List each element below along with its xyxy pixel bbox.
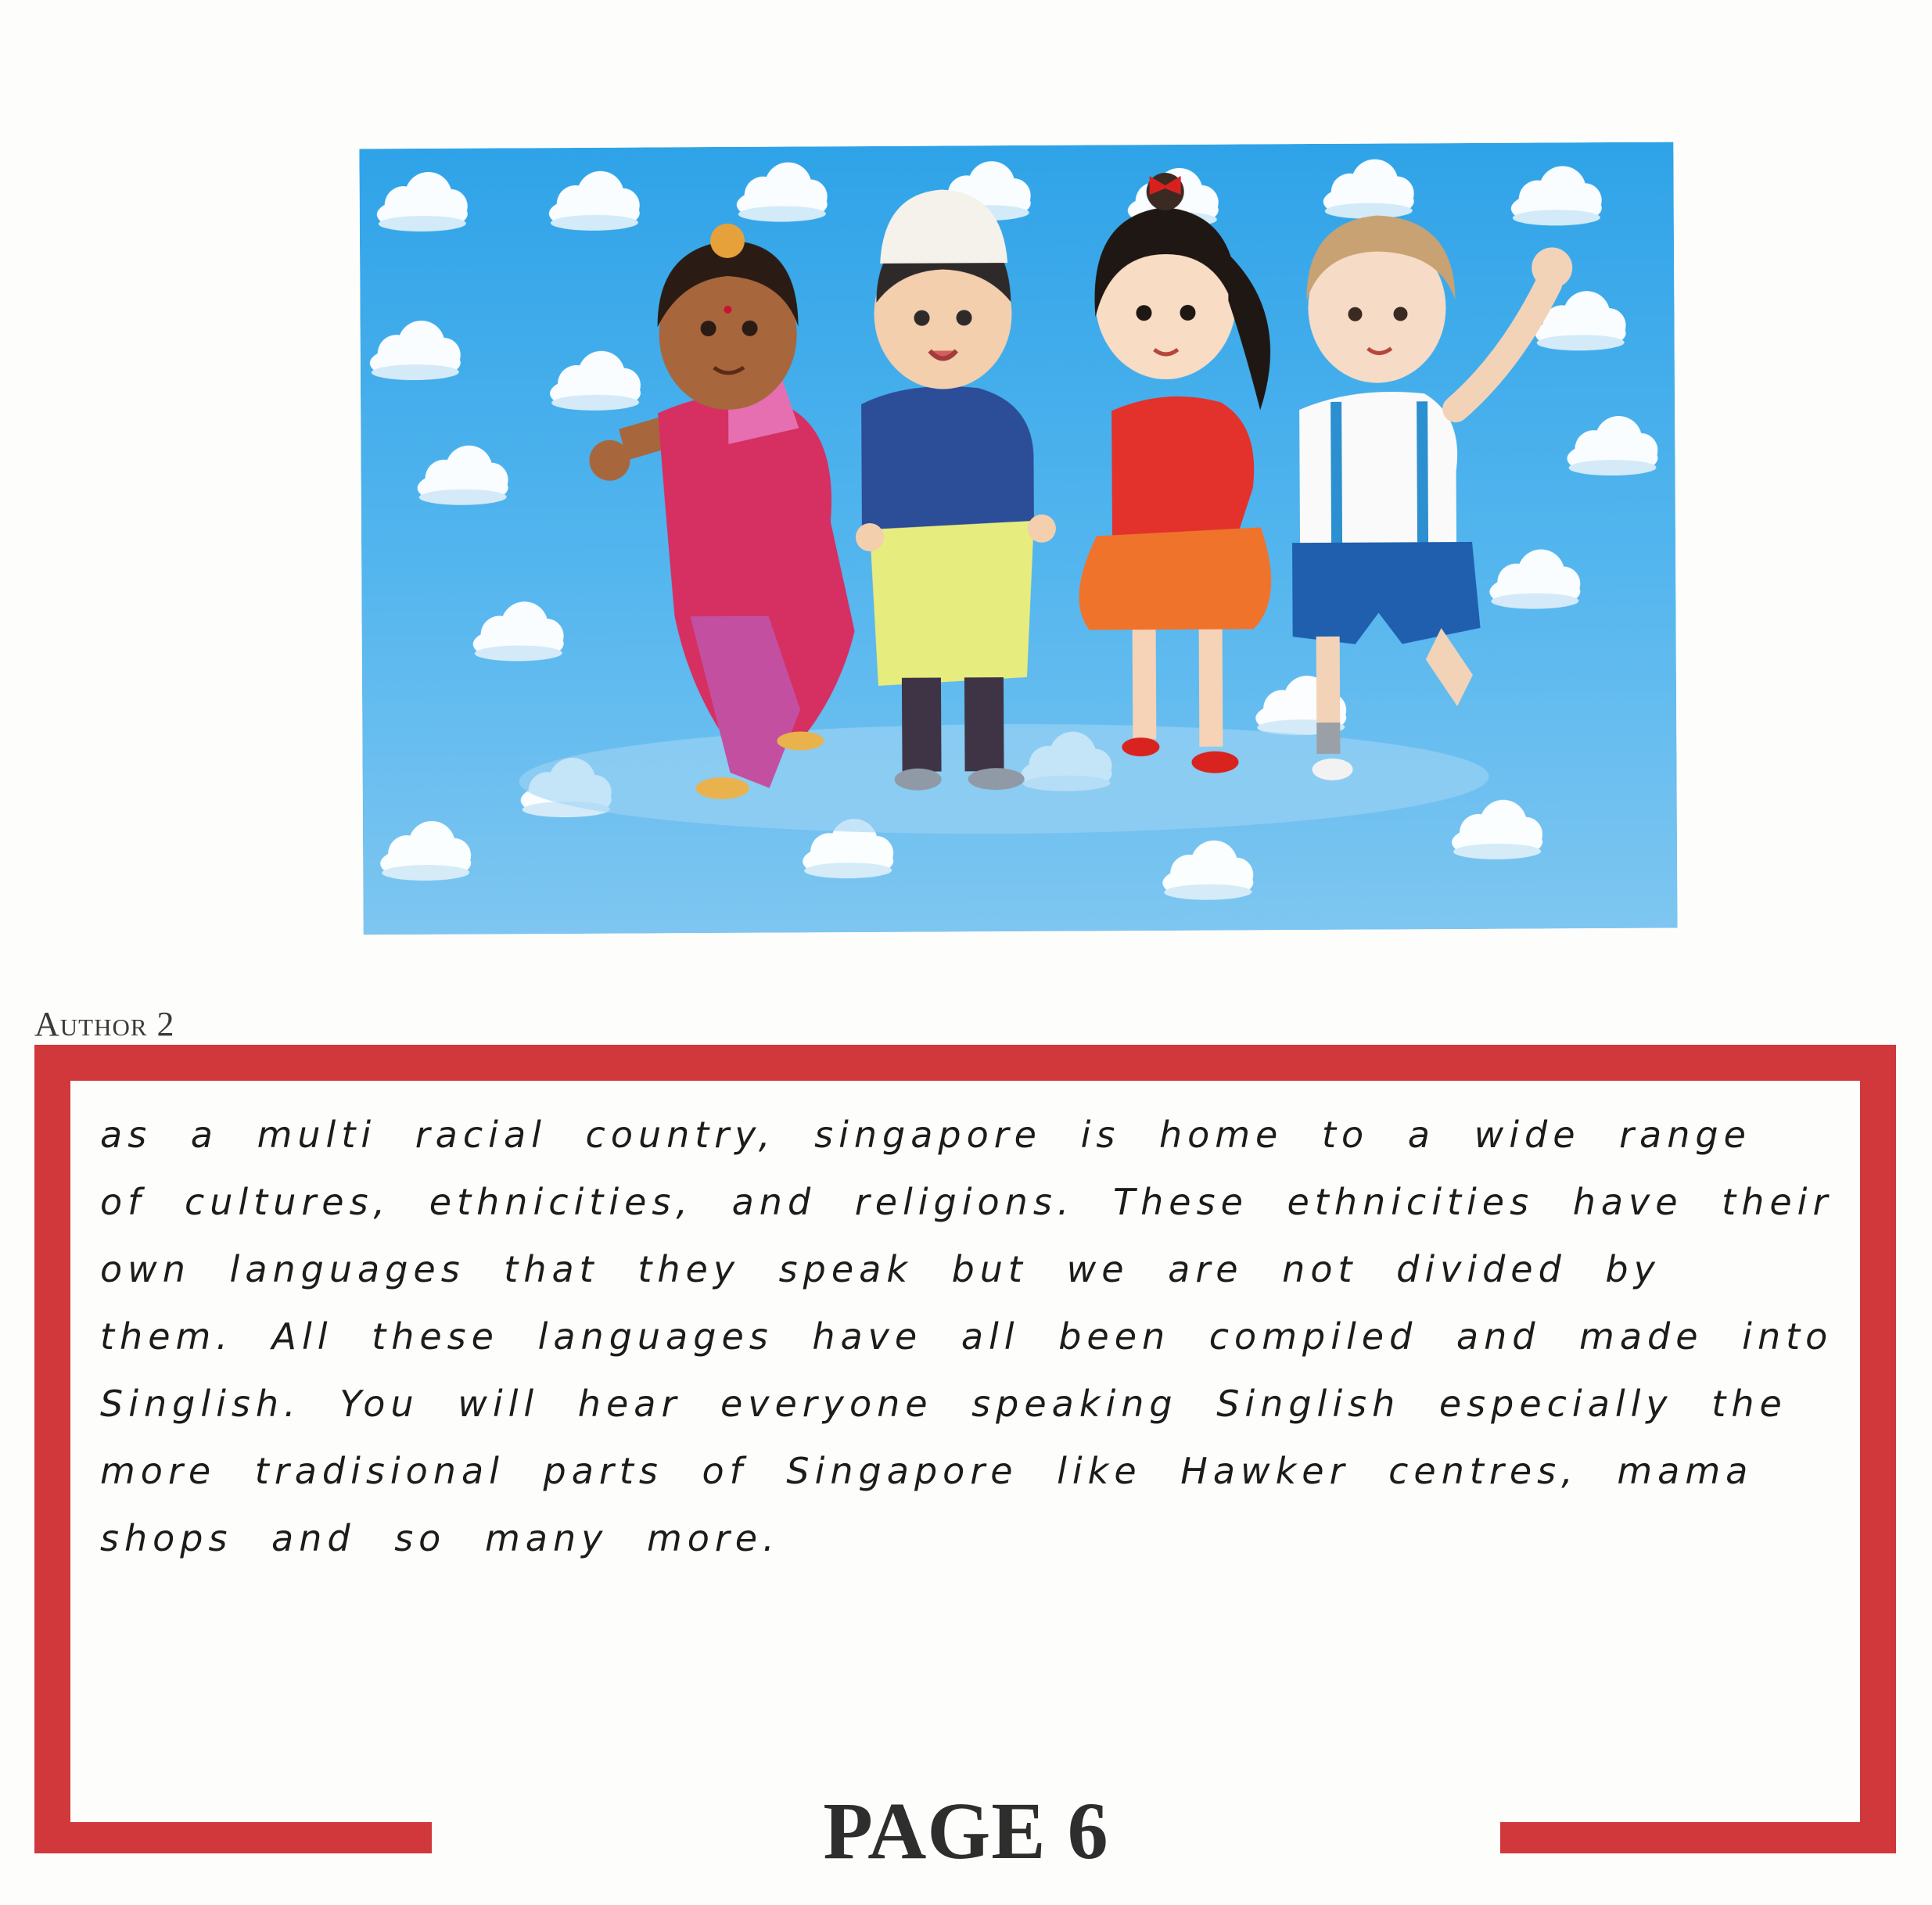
- story-line: Singlish. You will hear everyone speaking Singlish especially the: [100, 1383, 1787, 1425]
- frame-left-border: [34, 1045, 70, 1853]
- story-line: as a multi racial country, singapore is home to a wide range: [100, 1114, 1751, 1156]
- story-line: more tradisional parts of Singapore like Hawker centres, mama: [100, 1450, 1754, 1492]
- author-label: Author 2: [34, 1005, 175, 1043]
- story-line: own languages that they speak but we are not divided by: [100, 1248, 1661, 1290]
- story-line: of cultures, ethnicities, and religions. These ethnicities have their: [100, 1181, 1833, 1223]
- frame-right-border: [1860, 1045, 1896, 1853]
- story-line: shops and so many more.: [100, 1517, 780, 1559]
- handwritten-story-text: [100, 1101, 1833, 1572]
- frame-top-border: [34, 1045, 1896, 1081]
- page-number: PAGE 6: [823, 1786, 1109, 1876]
- story-line: them. All these languages have all been compiled and made into: [100, 1315, 1833, 1358]
- children-holding-hands-illustration: [359, 142, 1677, 935]
